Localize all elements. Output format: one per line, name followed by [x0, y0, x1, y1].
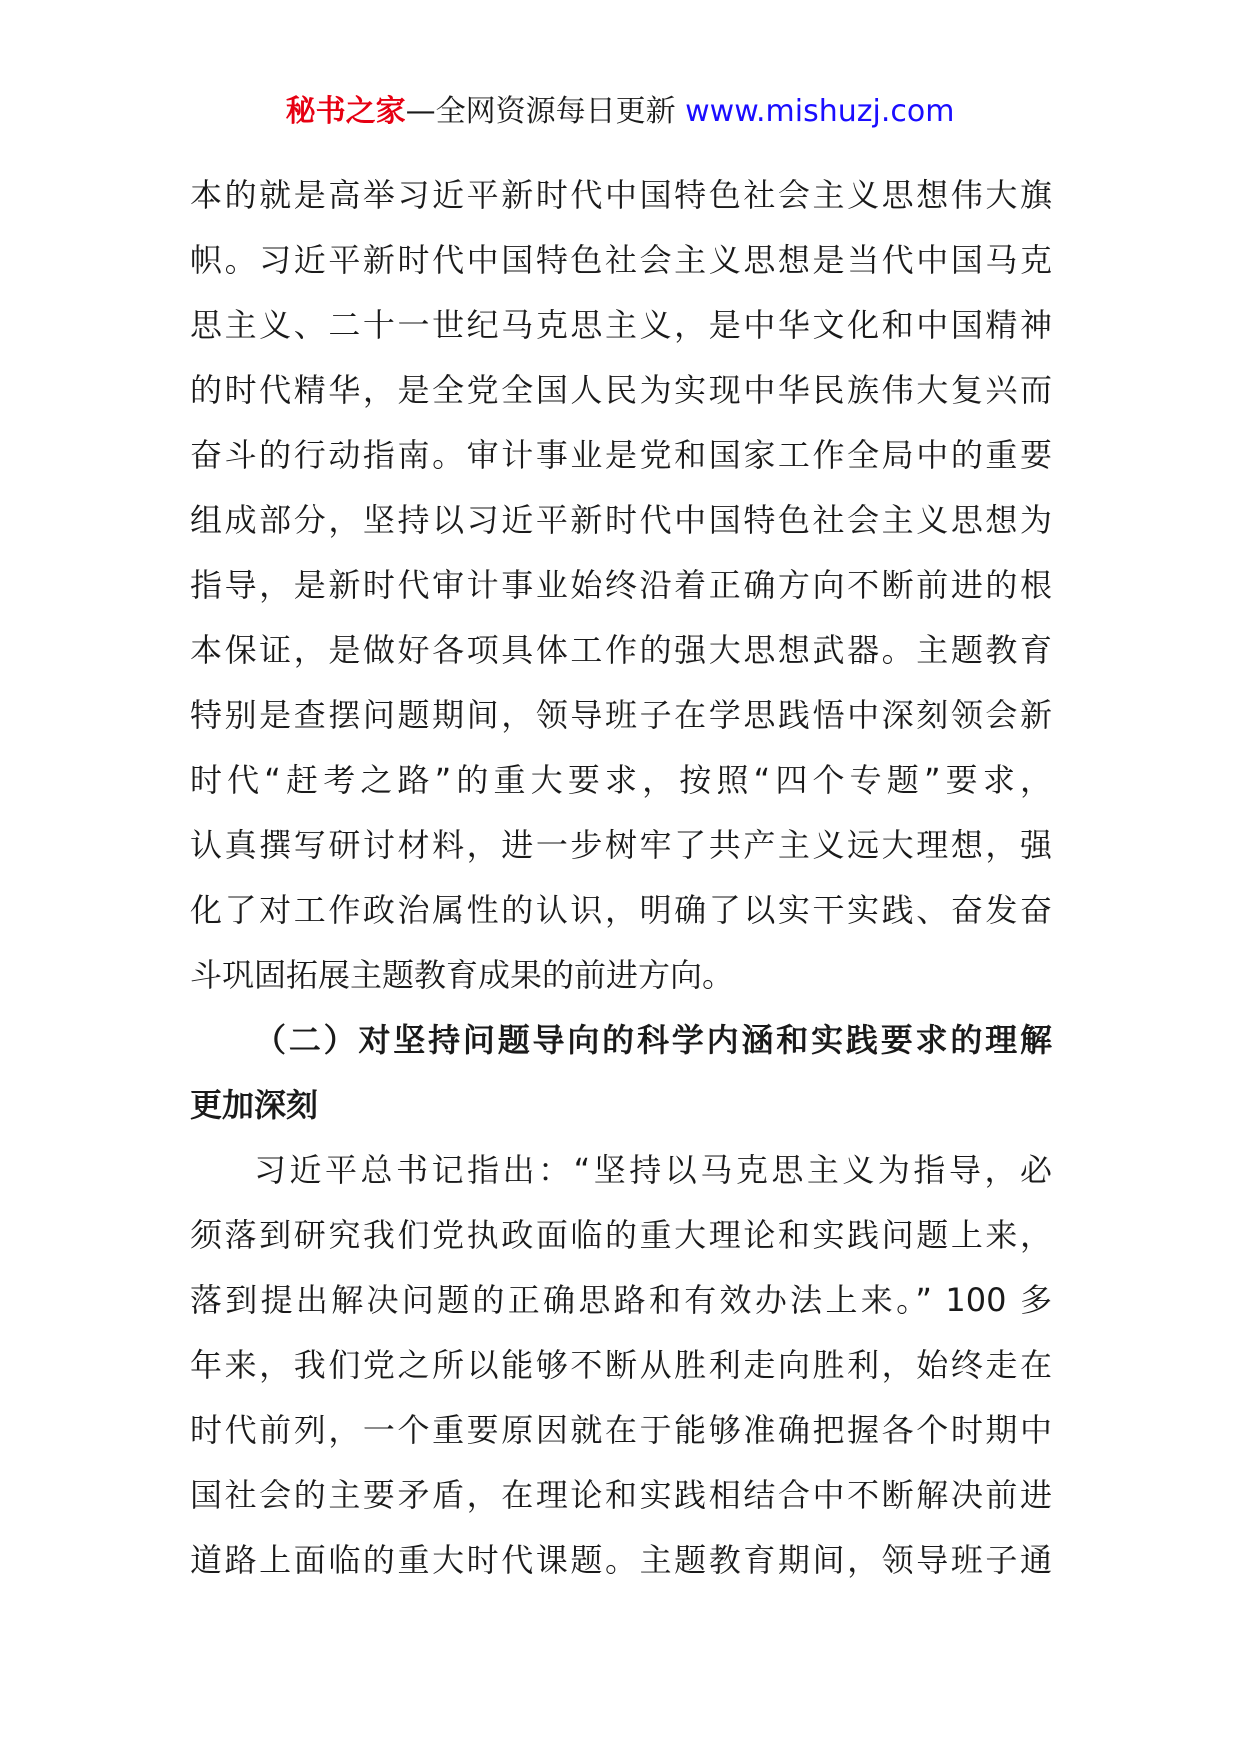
site-brand: 秘书之家 [285, 94, 406, 129]
document-body [190, 163, 1052, 1593]
text-line: 思主义、二十一世纪马克思主义，是中华文化和中国精神 [190, 306, 1052, 344]
site-header [0, 92, 1240, 132]
text-line: 本保证，是做好各项具体工作的强大思想武器。主题教育 [190, 631, 1052, 669]
heading-line: （二）对坚持问题导向的科学内涵和实践要求的理解 [254, 1021, 1052, 1059]
text-line: 年来，我们党之所以能够不断从胜利走向胜利，始终走在 [190, 1346, 1052, 1384]
text-line: 帜。习近平新时代中国特色社会主义思想是当代中国马克 [190, 241, 1052, 279]
text-line: 国社会的主要矛盾，在理论和实践相结合中不断解决前进 [190, 1476, 1052, 1514]
paragraph-2 [190, 1138, 1052, 1593]
text-line: 时代“赶考之路”的重大要求，按照“四个专题”要求， [190, 761, 1052, 799]
text-line: 落到提出解决问题的正确思路和有效办法上来。” 100 多 [190, 1281, 1052, 1319]
section-heading [190, 1008, 1052, 1138]
text-line: 认真撰写研讨材料，进一步树牢了共产主义远大理想，强 [190, 826, 1052, 864]
paragraph-1 [190, 163, 1052, 1008]
heading-line: 更加深刻 [190, 1086, 319, 1124]
text-line: 组成部分，坚持以习近平新时代中国特色社会主义思想为 [190, 501, 1052, 539]
site-tagline: —全网资源每日更新 [405, 94, 686, 129]
text-line: 指导，是新时代审计事业始终沿着正确方向不断前进的根 [190, 566, 1052, 604]
text-line: 斗巩固拓展主题教育成果的前进方向。 [190, 956, 735, 994]
text-line: 本的就是高举习近平新时代中国特色社会主义思想伟大旗 [190, 176, 1052, 214]
text-line: 化了对工作政治属性的认识，明确了以实干实践、奋发奋 [190, 891, 1052, 929]
text-line: 时代前列，一个重要原因就在于能够准确把握各个时期中 [190, 1411, 1052, 1449]
text-line: 须落到研究我们党执政面临的重大理论和实践问题上来， [190, 1216, 1052, 1254]
text-line: 道路上面临的重大时代课题。主题教育期间，领导班子通 [190, 1541, 1052, 1579]
text-line: 的时代精华，是全党全国人民为实现中华民族伟大复兴而 [190, 371, 1052, 409]
text-line: 特别是查摆问题期间，领导班子在学思践悟中深刻领会新 [190, 696, 1052, 734]
text-line: 奋斗的行动指南。审计事业是党和国家工作全局中的重要 [190, 436, 1052, 474]
site-url-link[interactable]: www.mishuzj.com [685, 94, 955, 129]
text-line: 习近平总书记指出：“坚持以马克思主义为指导，必 [254, 1151, 1052, 1189]
